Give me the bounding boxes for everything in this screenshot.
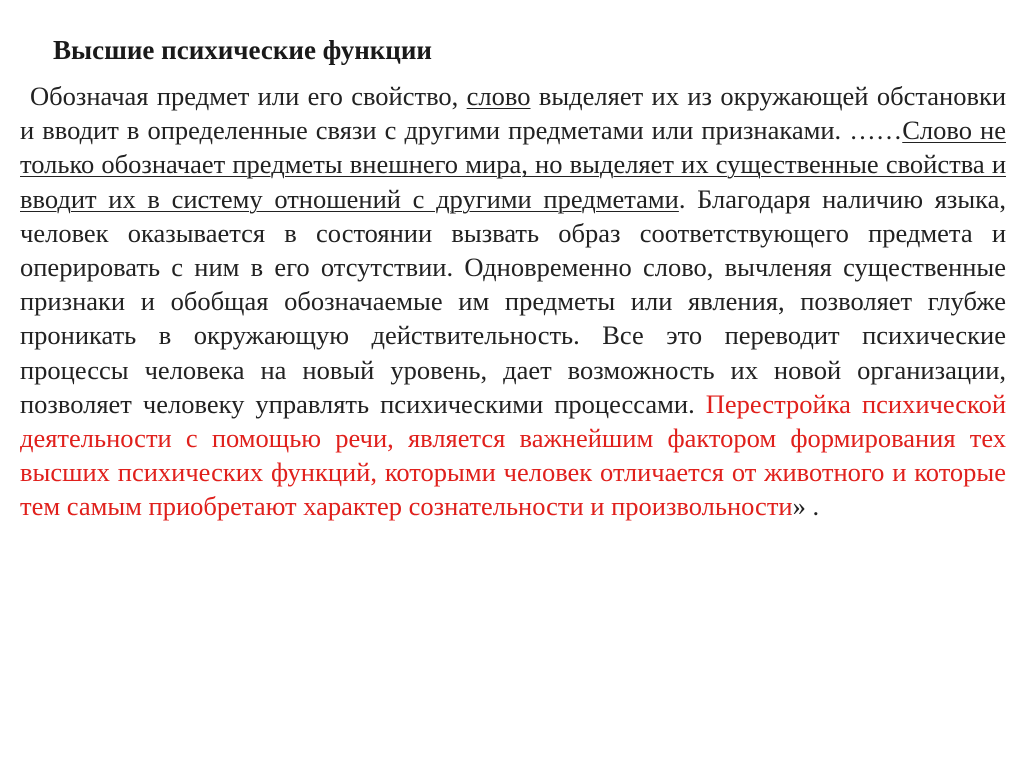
closing-quote: » . (792, 491, 820, 522)
text-segment-1: Обозначая предмет или его свойство, (30, 81, 459, 111)
highlighted-red-text: Перестройка психической деятельности с помощью речи, является важнейшим фактором формирования тех высших психических функций, которыми человек отличается от животного и которые тем самым приобретают характер сознательности и произвольности (20, 388, 1007, 522)
underlined-quote: Слово не только обозначает предметы внешнего мира, но выделяет их существенные свойства и вводит их в систему отношений с другими предметами (20, 115, 1006, 214)
text-segment-2: выделяет их из окружающей обстановки и вводит в определенные связи с другими предметами или признаками. …… (20, 81, 1007, 146)
body-paragraph (20, 79, 1006, 524)
underlined-word: слово (466, 81, 531, 111)
slide-title: Высшие психические функции (53, 35, 432, 65)
text-segment-3: . Благодаря наличию языка, человек оказывается в состоянии вызвать образ соответствующего предмета и оперировать с ним в его отсутствии. Одновременно слово, вычленяя существенные признаки и обобщая обозначаемые им предметы или явления, позволяет глубже проникать в окружающую действительность. Все это переводит психические процессы человека на новый уровень, дает возможность их новой организации, позволяет человеку управлять психическими процессами. (20, 183, 1006, 419)
